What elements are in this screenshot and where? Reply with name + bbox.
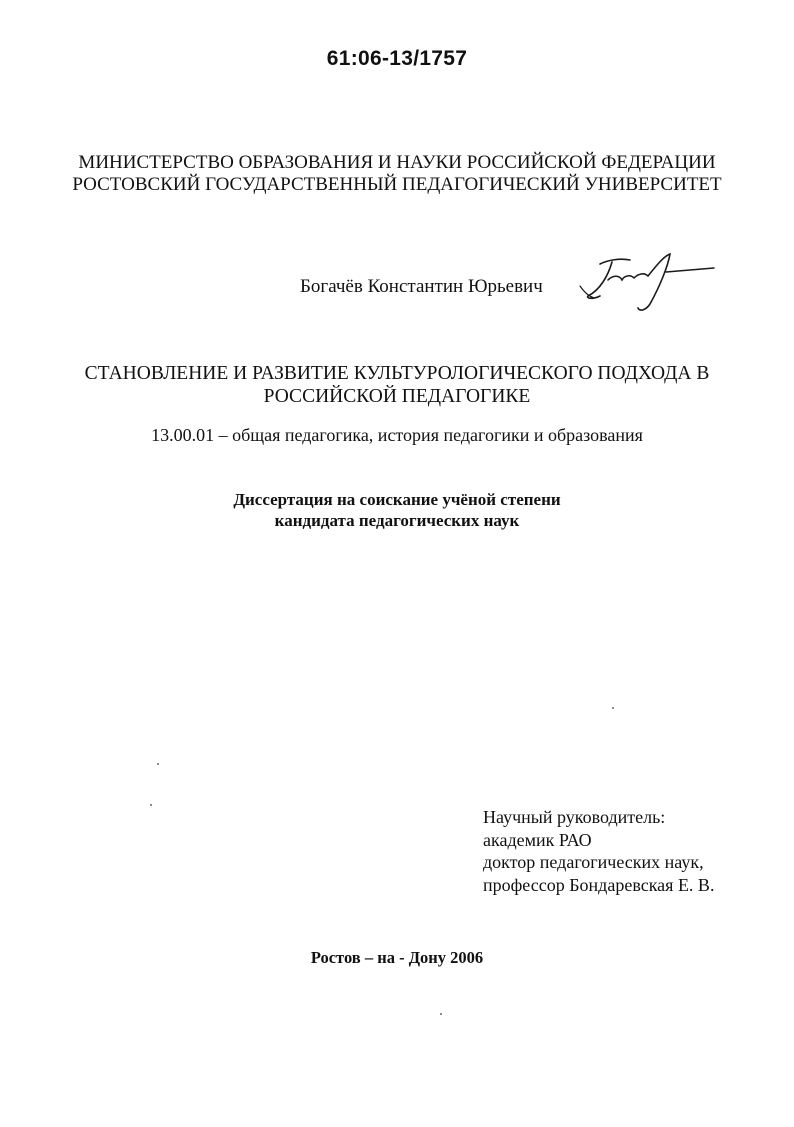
scan-speck [157,763,159,765]
scan-speck [612,707,614,709]
archive-code: 61:06-13/1757 [326,47,468,70]
specialty-code: 13.00.01 – общая педагогика, история педагогики и образования [151,425,643,445]
scan-speck [150,804,152,806]
university-name: РОСТОВСКИЙ ГОСУДАРСТВЕННЫЙ ПЕДАГОГИЧЕСКИЙ УНИВЕРСИТЕТ [72,174,722,195]
author-signature [578,246,718,316]
supervisor-line-2: доктор педагогических наук, [483,852,704,872]
degree-line-1: Диссертация на соискание учёной степени [233,490,561,509]
title-line-1: СТАНОВЛЕНИЕ И РАЗВИТИЕ КУЛЬТУРОЛОГИЧЕСКОГО ПОДХОДА В [84,363,710,384]
author-name: Богачёв Константин Юрьевич [300,276,543,297]
ministry-name: МИНИСТЕРСТВО ОБРАЗОВАНИЯ И НАУКИ РОССИЙСКОЙ ФЕДЕРАЦИИ [78,152,716,173]
supervisor-line-1: академик РАО [483,829,592,850]
dissertation-title [0,362,794,408]
scan-speck [440,1013,442,1015]
city-and-year: Ростов – на - Дону 2006 [310,948,484,967]
supervisor-label: Научный руководитель: [483,807,666,827]
supervisor-line-3: профессор Бондаревская Е. В. [483,874,715,895]
institution-block [0,152,794,196]
degree-line-2: кандидата педагогических наук [274,511,520,530]
degree-statement [0,489,794,531]
supervisor-block [483,806,714,896]
title-line-2: РОССИЙСКОЙ ПЕДАГОГИКЕ [263,386,531,407]
